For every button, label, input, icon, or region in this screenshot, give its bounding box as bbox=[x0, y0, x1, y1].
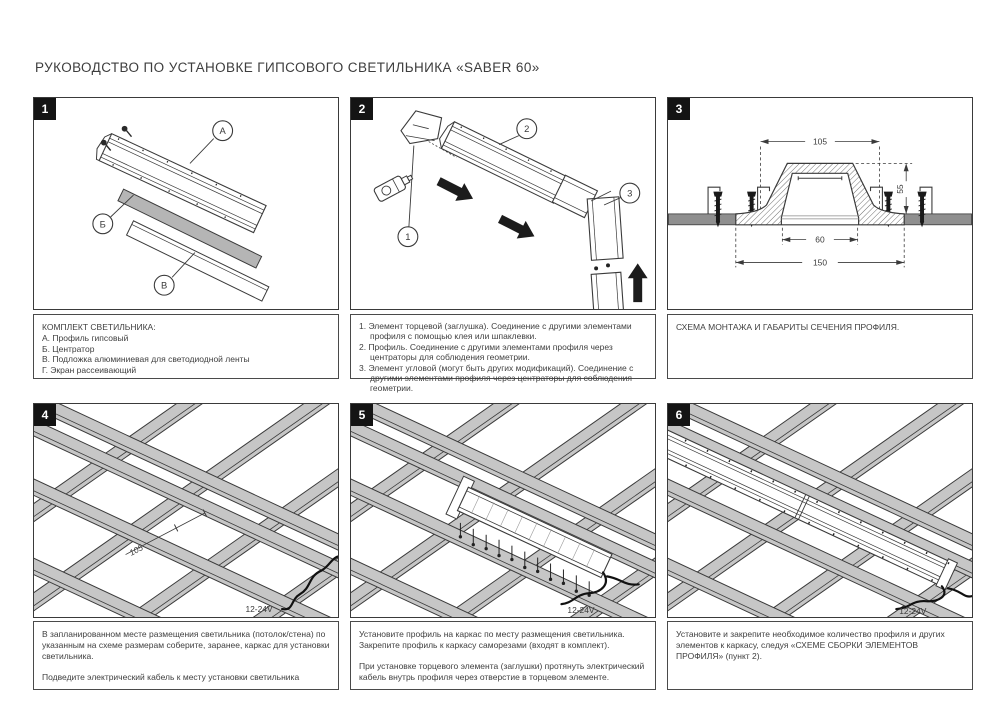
end-cap bbox=[401, 111, 453, 144]
svg-text:1: 1 bbox=[405, 231, 411, 243]
panel-1-number-badge: 1 bbox=[34, 98, 56, 120]
svg-text:В: В bbox=[161, 279, 168, 291]
svg-text:12-24V: 12-24V bbox=[899, 606, 927, 617]
caption-paragraph: В запланированном месте размещения светильника (потолок/стена) по указанным на схеме размерам соберите, заранее, каркас для установки светильника. bbox=[42, 629, 330, 661]
profile-mounting-drawing bbox=[351, 404, 655, 617]
part-label-b bbox=[93, 214, 113, 234]
panel-4-caption bbox=[33, 621, 339, 690]
caption-item-3: 3. Элемент угловой (могут быть других модификаций). Соединение с другими элементами профиля через центраторы для соблюдения геометрии. bbox=[359, 362, 634, 394]
svg-text:Б: Б bbox=[99, 218, 106, 230]
step-label-1 bbox=[398, 227, 418, 247]
svg-text:55: 55 bbox=[895, 184, 906, 194]
kit-item-v: В. Подложка алюминиевая для светодиодной ленты bbox=[42, 354, 250, 365]
assembly-drawing bbox=[351, 98, 655, 309]
part-label-v bbox=[154, 275, 174, 295]
step-label-2 bbox=[517, 119, 537, 139]
led-platform-line bbox=[798, 176, 842, 180]
panel-1-illustration bbox=[33, 97, 339, 310]
kit-title: КОМПЛЕКТ СВЕТИЛЬНИКА: bbox=[42, 322, 156, 332]
caption-item-2: 2. Профиль. Соединение с другими элементами профиля через центраторы для соблюдения геометрии. bbox=[359, 341, 613, 363]
svg-text:2: 2 bbox=[524, 123, 530, 135]
panel-3-illustration bbox=[667, 97, 973, 310]
caption-paragraph: Установите и закрепите необходимое количество профиля и других элементов к каркасу, следуя «СХЕМЕ СБОРКИ ЭЛЕМЕНТОВ ПРОФИЛЯ» (пункт 2). bbox=[676, 629, 945, 661]
panel-3-number-badge: 3 bbox=[668, 98, 690, 120]
ceiling-frame bbox=[34, 404, 338, 617]
svg-text:150: 150 bbox=[812, 257, 828, 268]
kit-item-b: Б. Центратор bbox=[42, 343, 95, 354]
panel-3-caption bbox=[667, 314, 973, 379]
caption-paragraph: При установке торцевого элемента (заглушки) протянуть электрический кабель внутрь профиля через отверстие в торцевом элементе. bbox=[359, 661, 645, 682]
profile-section-lower bbox=[591, 272, 624, 309]
corner-element bbox=[552, 175, 623, 260]
dimension-opening bbox=[782, 228, 857, 245]
kit-item-g: Г. Экран рассеивающий bbox=[42, 365, 137, 376]
caption-text: СХЕМА МОНТАЖА И ГАБАРИТЫ СЕЧЕНИЯ ПРОФИЛЯ. bbox=[676, 322, 900, 332]
svg-text:12-24V: 12-24V bbox=[245, 604, 273, 615]
panel-4-illustration bbox=[33, 403, 339, 618]
glue-tube-icon bbox=[373, 171, 415, 203]
panel-2-illustration bbox=[350, 97, 656, 310]
exploded-view-drawing bbox=[34, 98, 338, 309]
arrow-icon bbox=[434, 172, 477, 207]
svg-text:105: 105 bbox=[127, 542, 145, 558]
panel-6-caption bbox=[667, 621, 973, 690]
caption-item-1: 1. Элемент торцевой (заглушка). Соединение с другими элементами профиля с помощью клея или шпаклевки. bbox=[359, 321, 632, 342]
caption-paragraph: Установите профиль на каркас по месту размещения светильника. Закрепите профиль к каркасу саморезами (входят в комплект). bbox=[359, 629, 625, 650]
panel-5-caption bbox=[350, 621, 656, 690]
panel-4-number-badge: 4 bbox=[34, 404, 56, 426]
panel-1-caption bbox=[33, 314, 339, 379]
panel-2-caption bbox=[350, 314, 656, 394]
page-title: РУКОВОДСТВО ПО УСТАНОВКЕ ГИПСОВОГО СВЕТИЛЬНИКА «SABER 60» bbox=[35, 60, 540, 75]
arrow-icon bbox=[628, 263, 648, 302]
cross-section-drawing bbox=[668, 98, 972, 309]
panel-5-illustration bbox=[350, 403, 656, 618]
svg-text:12-24V: 12-24V bbox=[567, 605, 595, 616]
caption-paragraph: Подведите электрический кабель к месту установки светильника bbox=[42, 671, 300, 682]
svg-text:60: 60 bbox=[815, 234, 825, 245]
part-label-a bbox=[213, 121, 233, 141]
svg-text:3: 3 bbox=[627, 187, 633, 199]
svg-text:А: А bbox=[219, 125, 226, 137]
frame-grid-drawing bbox=[34, 404, 338, 617]
panel-5-number-badge: 5 bbox=[351, 404, 373, 426]
panel-6-number-badge: 6 bbox=[668, 404, 690, 426]
installed-profile-drawing bbox=[668, 404, 972, 617]
kit-item-a: А. Профиль гипсовый bbox=[42, 332, 129, 343]
step-label-3 bbox=[620, 183, 640, 203]
arrow-icon bbox=[496, 210, 539, 245]
panel-6-illustration bbox=[667, 403, 973, 618]
panel-2-number-badge: 2 bbox=[351, 98, 373, 120]
svg-text:105: 105 bbox=[812, 136, 828, 147]
